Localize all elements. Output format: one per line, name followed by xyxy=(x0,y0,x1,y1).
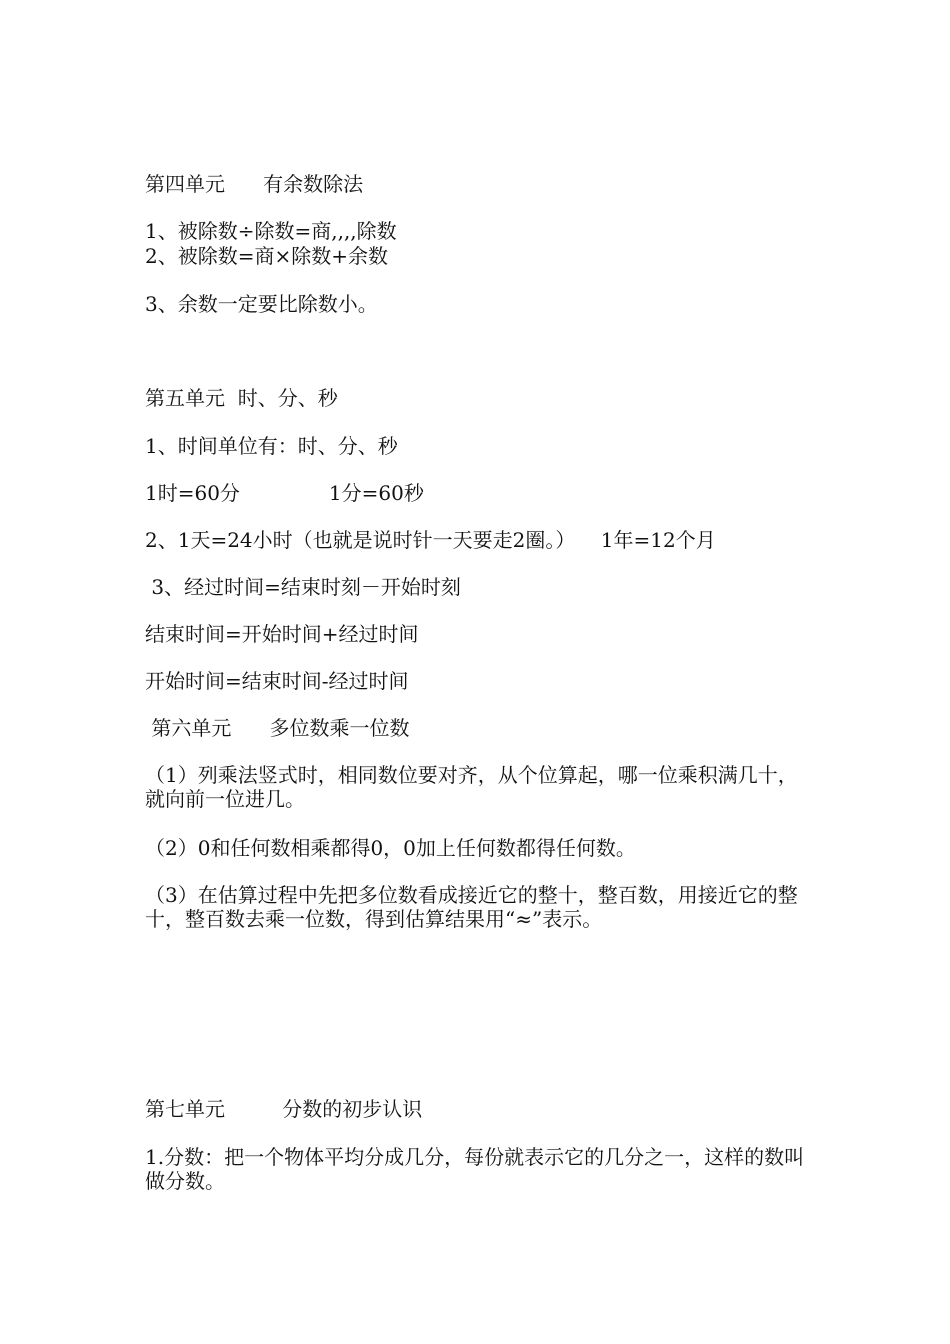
unit4-item-3: 3、余数一定要比除数小。 xyxy=(145,292,378,316)
unit5-formula-2: 开始时间=结束时间-经过时间 xyxy=(145,669,409,693)
unit6-item-2: （2）0和任何数相乘都得0，0加上任何数都得任何数。 xyxy=(145,836,636,860)
unit4-item-1: 1、被除数÷除数=商,,,,除数 xyxy=(145,219,397,243)
unit5-formula-1: 结束时间=开始时间+经过时间 xyxy=(145,622,419,646)
unit5-item-1: 1、时间单位有：时、分、秒 xyxy=(145,434,398,458)
unit7-heading: 第七单元 分数的初步认识 xyxy=(145,1097,423,1121)
unit6-item-1: （1）列乘法竖式时，相同数位要对齐，从个位算起，哪一位乘积满几十，就向前一位进几。 xyxy=(145,763,798,811)
unit5-heading: 第五单元 时、分、秒 xyxy=(145,386,338,410)
unit4-item-2: 2、被除数=商×除数+余数 xyxy=(145,244,388,268)
unit6-item-3: （3）在估算过程中先把多位数看成接近它的整十，整百数，用接近它的整十，整百数去乘一位数，得到估算结果用“≈”表示。 xyxy=(145,883,798,931)
unit4-heading: 第四单元 有余数除法 xyxy=(145,172,364,196)
unit5-item-2: 2、1天=24小时（也就是说时针一天要走2圈。） 1年=12个月 xyxy=(145,528,716,552)
unit5-item-3: 3、经过时间=结束时刻－开始时刻 xyxy=(145,575,461,599)
unit5-item-1-note: 1时=60分 1分=60秒 xyxy=(145,481,424,505)
unit6-heading: 第六单元 多位数乘一位数 xyxy=(145,716,410,740)
unit7-item-1: 1.分数：把一个物体平均分成几分，每份就表示它的几分之一，这样的数叫做分数。 xyxy=(145,1145,805,1193)
